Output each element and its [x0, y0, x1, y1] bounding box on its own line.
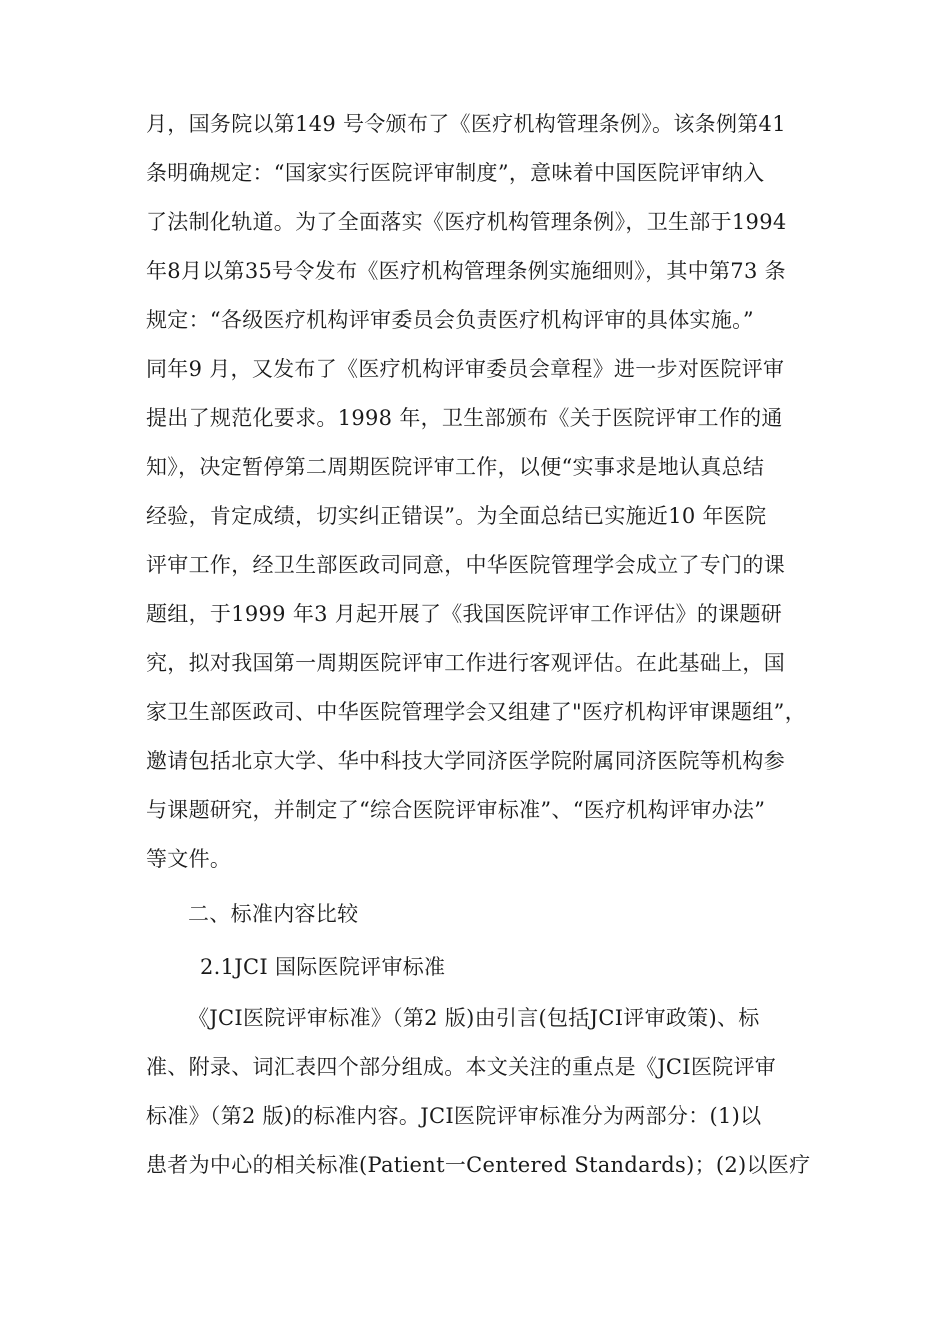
paragraph-line: 标准》（第2 版)的标准内容。JCI医院评审标准分为两部分：(1)以 — [146, 1104, 762, 1128]
paragraph-line: 家卫生部医政司、中华医院管理学会又组建了"医疗机构评审课题组”， — [146, 700, 806, 724]
paragraph-line: 邀请包括北京大学、华中科技大学同济医学院附属同济医院等机构参 — [146, 749, 785, 773]
subsection-heading: 2.1JCI 国际医院评审标准 — [200, 955, 446, 979]
paragraph-line: 知》，决定暂停第二周期医院评审工作，以便“实事求是地认真总结 — [146, 455, 765, 479]
paragraph-line: 条明确规定：“国家实行医院评审制度”，意味着中国医院评审纳入 — [146, 161, 765, 185]
paragraph-line: 月，国务院以第149 号令颁布了《医疗机构管理条例》。该条例第41 — [146, 112, 786, 136]
paragraph-line: 题组，于1999 年3 月起开展了《我国医院评审工作评估》的课题研 — [146, 602, 783, 626]
paragraph-line: 同年9 月，又发布了《医疗机构评审委员会章程》进一步对医院评审 — [146, 357, 785, 381]
paragraph-line: 评审工作，经卫生部医政司同意，中华医院管理学会成立了专门的课 — [146, 553, 785, 577]
paragraph-line: 规定：“各级医疗机构评审委员会负责医疗机构评审的具体实施。” — [146, 308, 754, 332]
section-heading: 二、标准内容比较 — [188, 902, 359, 926]
paragraph-line: 了法制化轨道。为了全面落实《医疗机构管理条例》，卫生部于1994 — [146, 210, 787, 234]
paragraph-line: 究，拟对我国第一周期医院评审工作进行客观评估。在此基础上，国 — [146, 651, 785, 675]
paragraph-line: 提出了规范化要求。1998 年，卫生部颁布《关于医院评审工作的通 — [146, 406, 783, 430]
paragraph-line: 等文件。 — [146, 847, 232, 871]
paragraph-line: 准、附录、词汇表四个部分组成。本文关注的重点是《JCI医院评审 — [146, 1055, 777, 1079]
paragraph-line: 年8月以第35号令发布《医疗机构管理条例实施细则》，其中第73 条 — [146, 259, 786, 283]
paragraph-line: 与课题研究，并制定了“综合医院评审标准”、“医疗机构评审办法” — [146, 798, 766, 822]
paragraph-line: 《JCI医院评审标准》（第2 版)由引言(包括JCI评审政策)、标 — [188, 1006, 760, 1030]
paragraph-line: 经验，肯定成绩，切实纠正错误”。为全面总结已实施近10 年医院 — [146, 504, 767, 528]
paragraph-line: 患者为中心的相关标准(Patient一Centered Standards)；(2)以医疗 — [146, 1153, 811, 1177]
